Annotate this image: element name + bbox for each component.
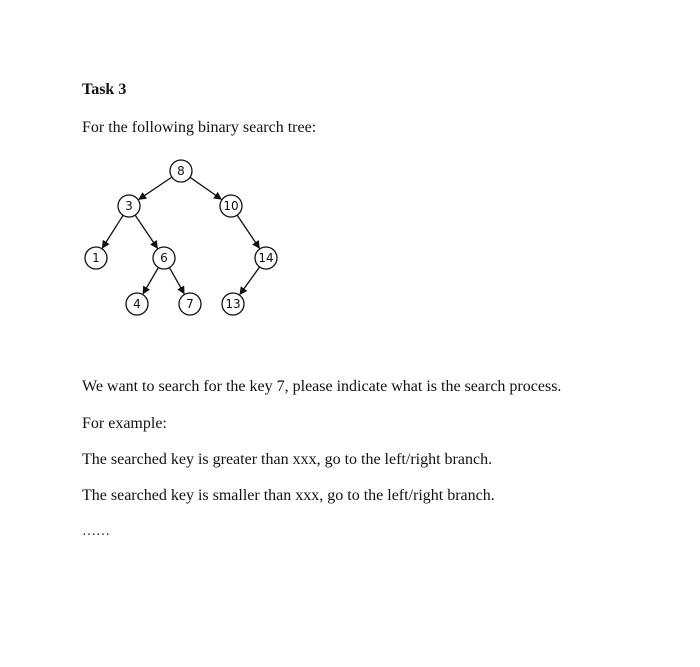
- tree-edge-3-1: [102, 215, 123, 248]
- tree-edge-8-3: [139, 177, 172, 199]
- tree-node-7: [179, 293, 201, 315]
- tree-node-14: [255, 247, 277, 269]
- binary-search-tree-diagram: [80, 155, 300, 325]
- task-title: Task 3: [82, 81, 127, 98]
- tree-node-1: [85, 247, 107, 269]
- example-label: For example:: [82, 415, 167, 432]
- tree-edge-14-13: [240, 267, 260, 294]
- tree-node-label: 13: [225, 297, 241, 311]
- tree-edge-10-14: [237, 215, 259, 248]
- tree-node-label: 7: [186, 297, 194, 311]
- tree-node-label: 8: [177, 164, 185, 178]
- search-question: We want to search for the key 7, please indicate what is the search process.: [82, 378, 562, 395]
- tree-edge-6-4: [143, 267, 158, 293]
- tree-edge-8-10: [190, 177, 221, 199]
- tree-node-label: 3: [125, 199, 133, 213]
- tree-edge-6-7: [169, 268, 184, 294]
- example-line-smaller: The searched key is smaller than xxx, go to the left/right branch.: [82, 487, 495, 504]
- tree-node-6: [153, 247, 175, 269]
- tree-node-10: [220, 195, 242, 217]
- tree-node-label: 14: [258, 251, 274, 265]
- tree-node-8: [170, 160, 192, 182]
- example-line-greater: The searched key is greater than xxx, go to the left/right branch.: [82, 451, 493, 468]
- tree-node-label: 6: [160, 251, 168, 265]
- tree-node-label: 4: [133, 297, 141, 311]
- tree-node-label: 10: [223, 199, 239, 213]
- task-intro: For the following binary search tree:: [82, 119, 317, 136]
- tree-edge-3-6: [135, 215, 157, 248]
- tree-node-4: [126, 293, 148, 315]
- tree-node-label: 1: [92, 251, 100, 265]
- tree-node-3: [118, 195, 140, 217]
- ellipsis: ……: [82, 524, 110, 539]
- tree-node-13: [222, 293, 244, 315]
